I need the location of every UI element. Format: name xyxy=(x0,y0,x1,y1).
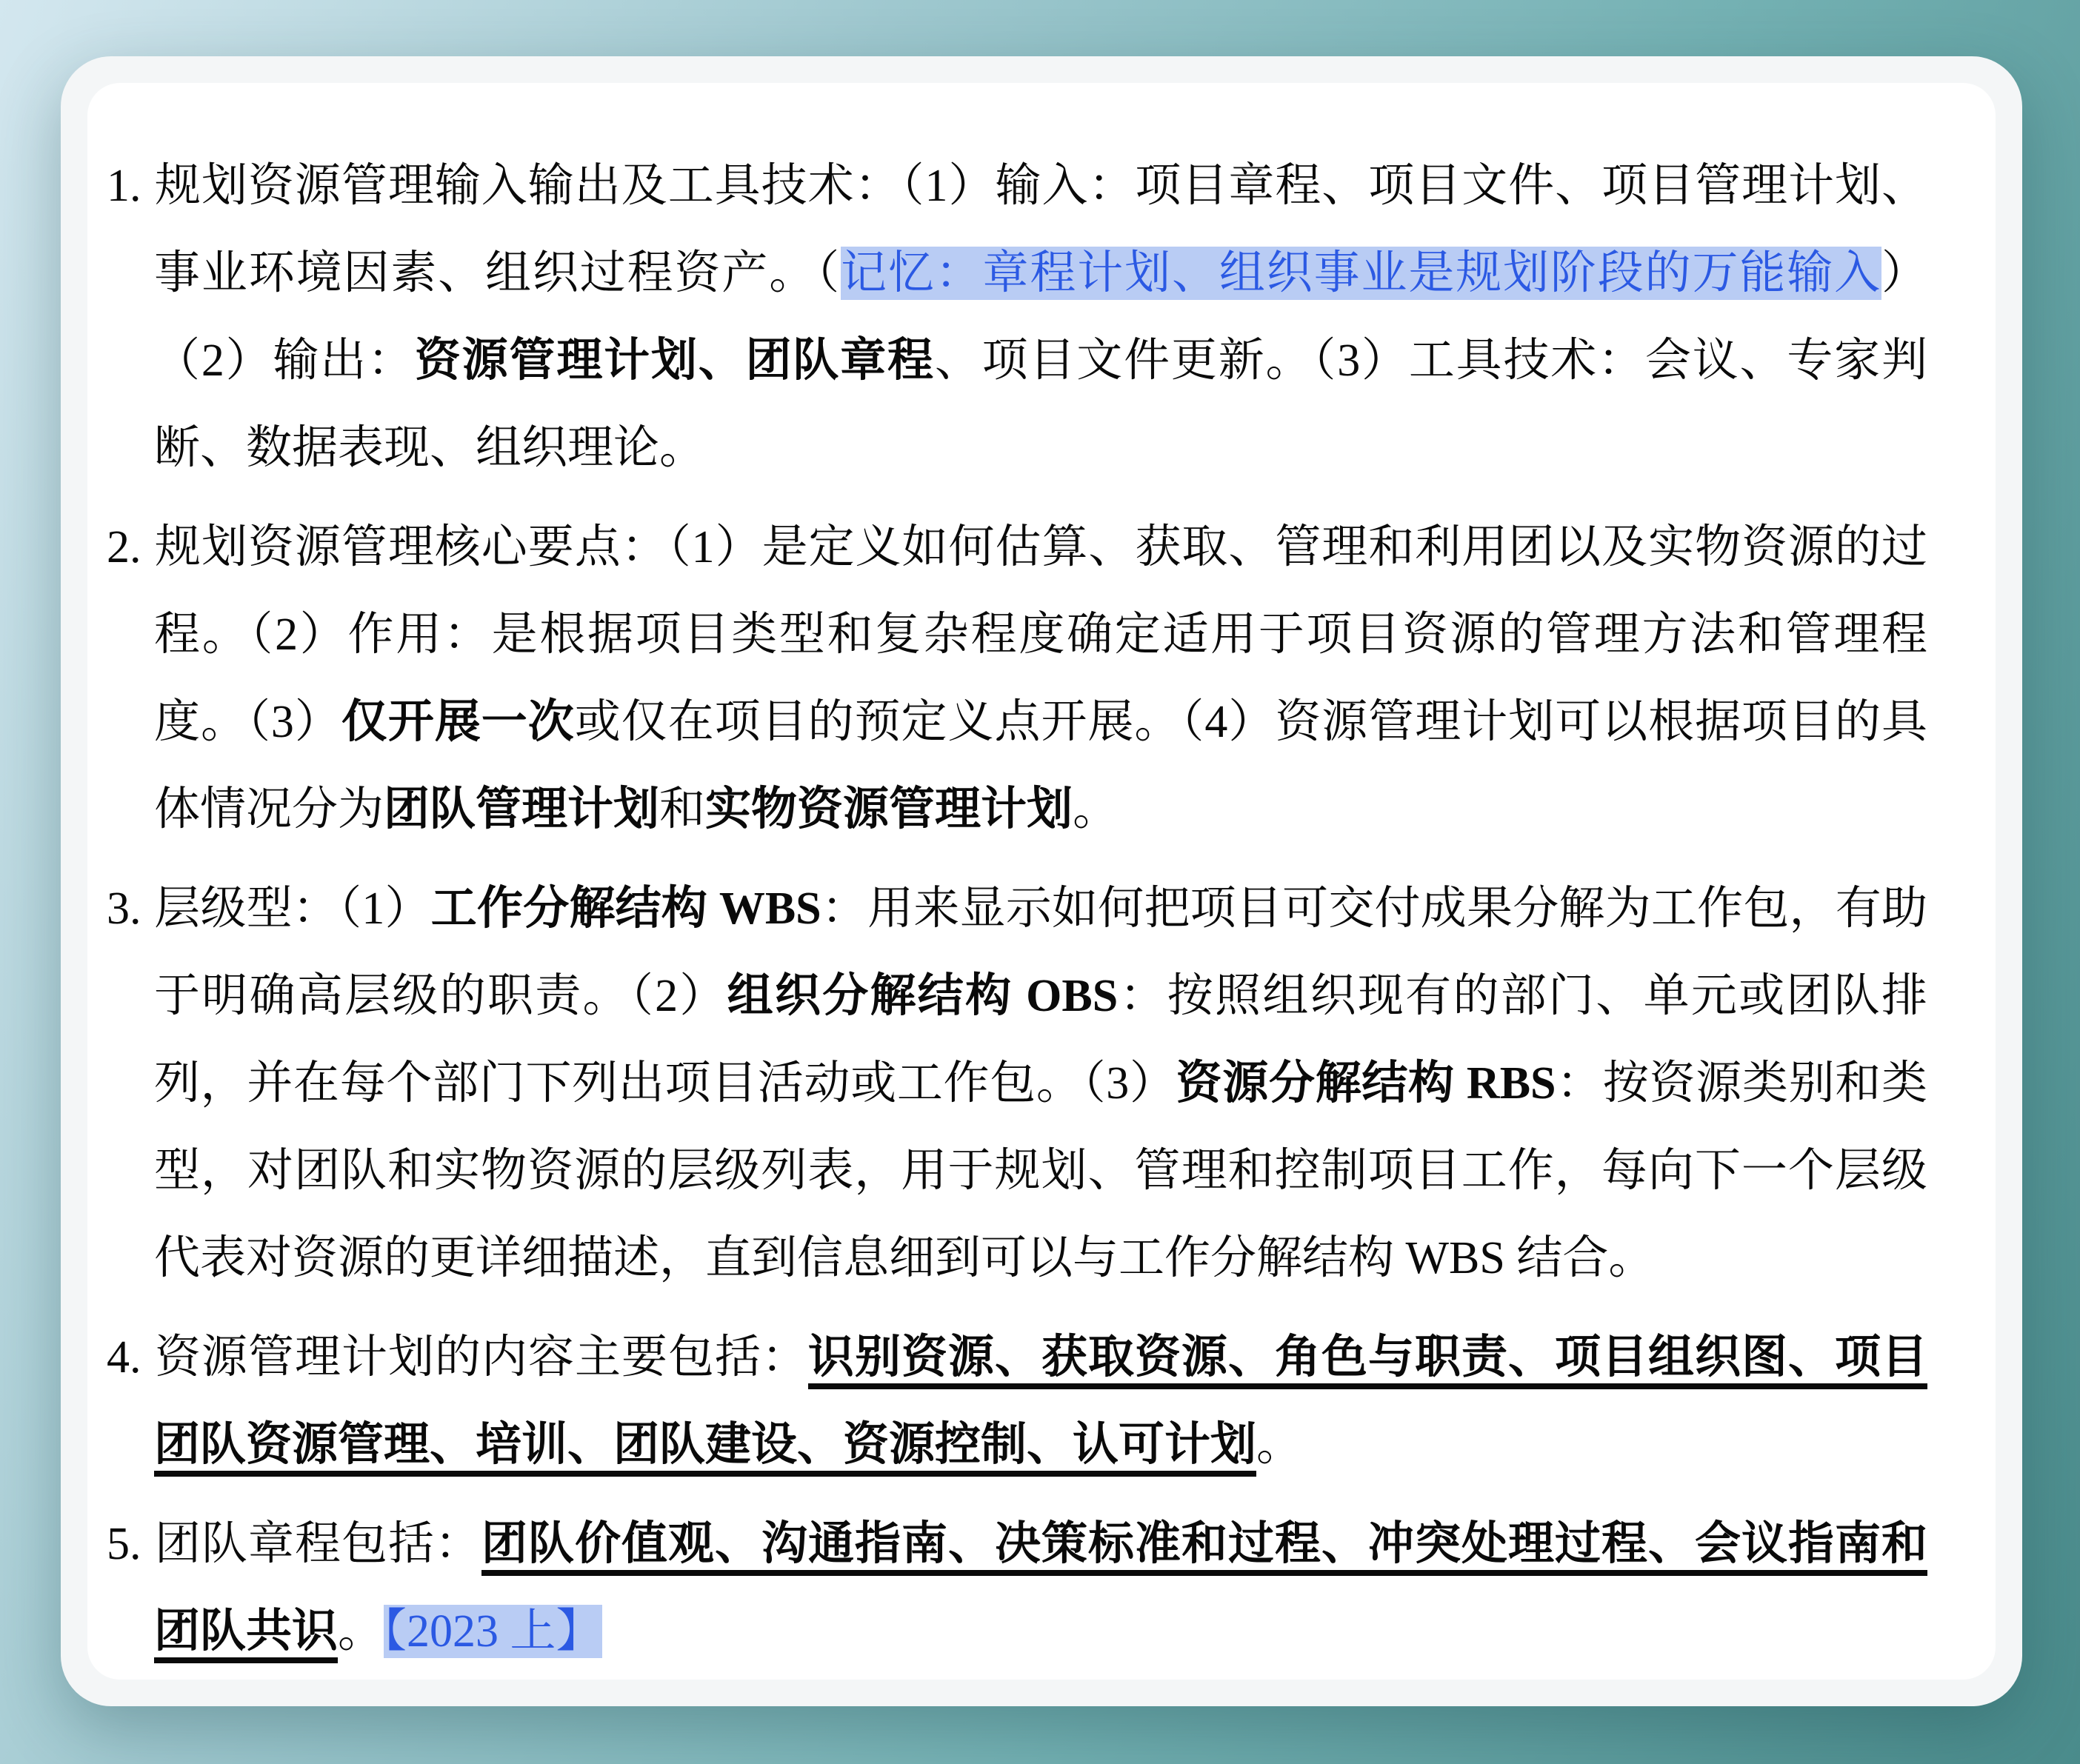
bold-underline-text: 识别资源、获取资源、角色与职责、项目组织图、项目团队资源管理、培训、团队建设、资源控制、认可计划 xyxy=(154,1332,1927,1470)
note-item xyxy=(107,142,1927,492)
text-segment: ）（2）输出： xyxy=(154,248,1927,386)
text-segment: 、项目文件更新。（3）工具技术：会议、专家判断、数据表现、组织理论。 xyxy=(154,335,1927,473)
item-number: 3. xyxy=(107,883,141,934)
text-segment: ：按照组织现有的部门、单元或团队排列，并在每个部门下列出项目活动或工作包。（3） xyxy=(154,971,1927,1109)
text-segment: 和 xyxy=(659,784,706,835)
text-segment: ：按资源类别和类型，对团队和实物资源的层级列表，用于规划、管理和控制项目工作，每向下一个层级代表对资源的更详细描述，直到信息细到可以与工作分解结构 WBS 结合。 xyxy=(154,1058,1927,1283)
bold-text: 资源分解结构 RBS xyxy=(1176,1058,1556,1109)
memory-tip-highlight: 记忆：章程计划、组织事业是规划阶段的万能输入 xyxy=(840,248,1881,298)
note-item xyxy=(107,865,1927,1302)
bold-text: 仅开展一次 xyxy=(341,697,575,747)
item-number: 5. xyxy=(107,1519,141,1569)
note-item xyxy=(107,1314,1927,1489)
text-segment: 层级型：（1） xyxy=(154,883,431,934)
bold-text: 组织分解结构 OBS xyxy=(727,971,1119,1021)
text-segment: 团队章程包括： xyxy=(154,1519,481,1569)
document-card xyxy=(61,56,2022,1706)
document-page xyxy=(87,83,1996,1680)
bold-text: 团队管理计划 xyxy=(384,784,660,835)
item-number: 1. xyxy=(107,161,141,211)
note-item xyxy=(107,1500,1927,1675)
item-number: 4. xyxy=(107,1332,141,1383)
text-segment: 。 xyxy=(1256,1420,1303,1470)
text-segment: 资源管理计划的内容主要包括： xyxy=(154,1332,808,1383)
bold-text: 资源管理计划、团队章程 xyxy=(414,335,935,386)
text-segment: 规划资源管理核心要点：（1）是定义如何估算、获取、管理和利用团以及实物资源的过程。（2）作用：是根据项目类型和复杂程度确定适用于项目资源的管理方法和管理程度。（3） xyxy=(154,522,1927,747)
note-item xyxy=(107,504,1927,853)
text-segment: ：用来显示如何把项目可交付成果分解为工作包，有助于明确高层级的职责。（2） xyxy=(154,883,1927,1021)
bold-text: 实物资源管理计划 xyxy=(705,784,1073,835)
item-number: 2. xyxy=(107,522,141,572)
text-segment: 。 xyxy=(338,1606,384,1657)
notes-list xyxy=(107,142,1927,1675)
text-segment: 或仅在项目的预定义点开展。（4）资源管理计划可以根据项目的具体情况分为 xyxy=(154,697,1927,835)
text-segment: 规划资源管理输入输出及工具技术：（1）输入：项目章程、项目文件、项目管理计划、事业环境因素、组织过程资产。（ xyxy=(154,161,1927,298)
text-segment: 。 xyxy=(1073,784,1119,835)
bold-text: 工作分解结构 WBS xyxy=(430,883,821,934)
bold-underline-text: 团队价值观、沟通指南、决策标准和过程、冲突处理过程、会议指南和团队共识 xyxy=(154,1519,1927,1657)
exam-year-tag: 【2023 上】 xyxy=(384,1606,602,1657)
